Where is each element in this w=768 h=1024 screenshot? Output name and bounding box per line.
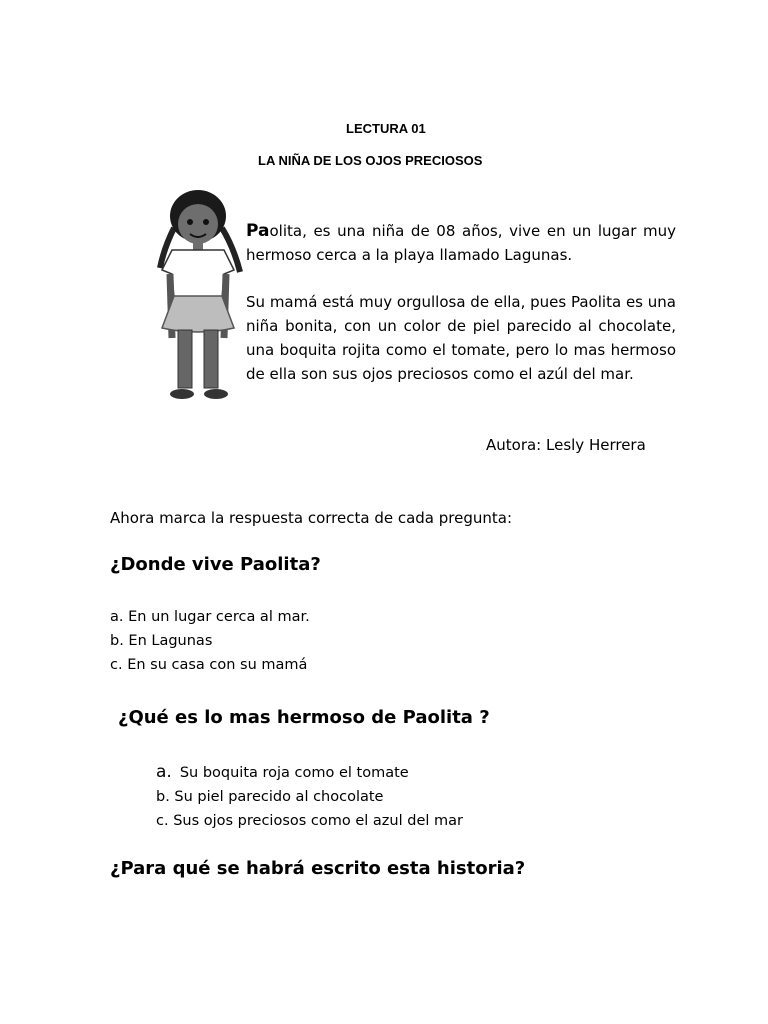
story-paragraph-1-text: olita, es una niña de 08 años, vive en un lugar muy hermoso cerca a la playa llamado Lagunas. [246, 222, 676, 264]
instructions: Ahora marca la respuesta correcta de cada pregunta: [110, 509, 513, 527]
lesson-number: LECTURA 01 [346, 121, 426, 136]
q1-option-c[interactable]: c. En su casa con su mamá [110, 657, 308, 673]
q1-option-a[interactable]: a. En un lugar cerca al mar. [110, 609, 310, 625]
story-paragraph-1 [246, 219, 676, 267]
q2-option-c[interactable]: c. Sus ojos preciosos como el azul del mar [156, 813, 463, 829]
story-author: Autora: Lesly Herrera [486, 436, 646, 454]
question-2-options [156, 760, 463, 833]
q2-option-a-letter: a. [156, 762, 172, 782]
q2-option-a-text: Su boquita roja como el tomate [179, 765, 409, 781]
page-title: LA NIÑA DE LOS OJOS PRECIOSOS [258, 153, 483, 168]
drop-letters: Pa [246, 221, 270, 241]
q1-option-b[interactable]: b. En Lagunas [110, 633, 213, 649]
q2-option-b[interactable]: b. Su piel parecido al chocolate [156, 789, 384, 805]
question-3: ¿Para qué se habrá escrito esta historia? [110, 858, 526, 879]
question-1-options [110, 605, 310, 677]
story-paragraph-2: Su mamá está muy orgullosa de ella, pues Paolita es una niña bonita, con un color de piel parecido al chocolate, una boquita rojita como el tomate, pero lo mas hermoso de ella son sus ojos preciosos como el azúl del mar. [246, 293, 676, 383]
q2-option-a[interactable] [156, 760, 463, 785]
girl-illustration [152, 188, 248, 406]
question-2: ¿Qué es lo mas hermoso de Paolita ? [118, 707, 490, 728]
question-1: ¿Donde vive Paolita? [110, 554, 321, 575]
